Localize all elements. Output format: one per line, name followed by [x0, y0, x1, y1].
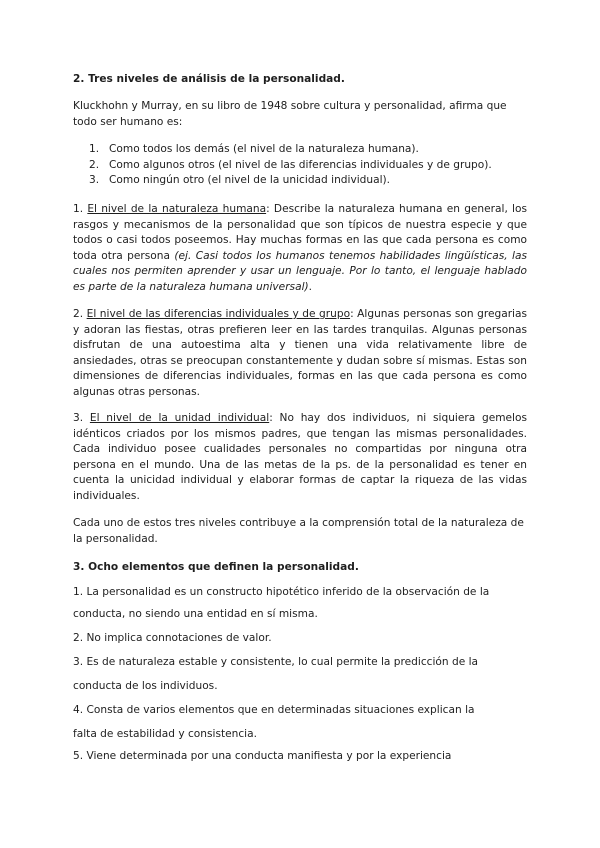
element-line: 5. Viene determinada por una conducta manifiesta y por la experiencia — [73, 750, 452, 762]
level-3-paragraph: 3. El nivel de la unidad individual: No hay dos individuos, ni siquiera gemelos idénticos criados por los mismos padres, que tengan las mismas personalidades. Cada individuo posee cualidades personales no compartidas por ninguna otra persona en el mundo. Una de las metas de la ps. de la personalidad es tener en cuenta la unicidad individual y elaborar formas de captar la riqueza de las vidas individuales. — [73, 412, 528, 502]
element-line: conducta de los individuos. — [73, 680, 218, 692]
section-2-intro: Kluckhohn y Murray, en su libro de 1948 sobre cultura y personalidad, afirma que todo ser humano es: — [73, 100, 507, 128]
element-line: 2. No implica connotaciones de valor. — [73, 632, 272, 644]
section-2-heading: 2. Tres niveles de análisis de la personalidad. — [73, 73, 345, 85]
section-2-conclusion: Cada uno de estos tres niveles contribuye a la comprensión total de la naturaleza de la personalidad. — [73, 517, 524, 545]
level-1-example: (ej. Casi todos los humanos tenemos habilidades lingüísticas, las cuales nos permiten aprender y usar un lenguaje. Por lo tanto, el lenguaje hablado es parte de la naturaleza humana universal) — [73, 249, 527, 293]
level-2-paragraph: 2. El nivel de las diferencias individuales y de grupo: Algunas personas son gregarias y adoran las fiestas, otras prefieren leer en las tardes tranquilas. Algunas personas disfrutan de una autoestima alta y tienen una vida relativamente libre de ansiedades, otras se preocupan constantemente y dudan sobre sí mismas. Estas son dimensiones de diferencias individuales, formas en las que cada persona es como algunas otras personas. — [73, 308, 528, 398]
element-line: 3. Es de naturaleza estable y consistente, lo cual permite la predicción de la — [73, 656, 479, 668]
list-item: 3. Como ningún otro (el nivel de la unicidad individual). — [89, 174, 391, 187]
list-item: 2. Como algunos otros (el nivel de las diferencias individuales y de grupo). — [89, 158, 492, 171]
levels-list — [89, 142, 519, 189]
level-1-term: El nivel de la naturaleza humana — [87, 203, 267, 215]
level-3-term: El nivel de la unidad individual — [89, 412, 270, 424]
section-3-heading: 3. Ocho elementos que definen la personalidad. — [73, 561, 359, 573]
element-line: falta de estabilidad y consistencia. — [73, 728, 257, 740]
element-line: conducta, no siendo una entidad en sí misma. — [73, 608, 318, 620]
level-2-term: El nivel de las diferencias individuales y de grupo — [86, 308, 351, 320]
element-line: 1. La personalidad es un constructo hipotético inferido de la observación de la — [73, 586, 490, 598]
element-line: 4. Consta de varios elementos que en determinadas situaciones explican la — [73, 704, 475, 716]
level-1-paragraph: 1. El nivel de la naturaleza humana: Describe la naturaleza humana en general, los rasgos y mecanismos de la personalidad que son típicos de nuestra especie y que todos o casi todos poseemos. Hay muchas formas en las que cada persona es como toda otra persona (ej. Casi todos los humanos tenemos habilidades lingüísticas, las cuales nos permiten aprender y usar un lenguaje. Por lo tanto, el lenguaje hablado es parte de la naturaleza humana universal). — [73, 203, 527, 293]
list-item: 1. Como todos los demás (el nivel de la naturaleza humana). — [89, 143, 419, 155]
